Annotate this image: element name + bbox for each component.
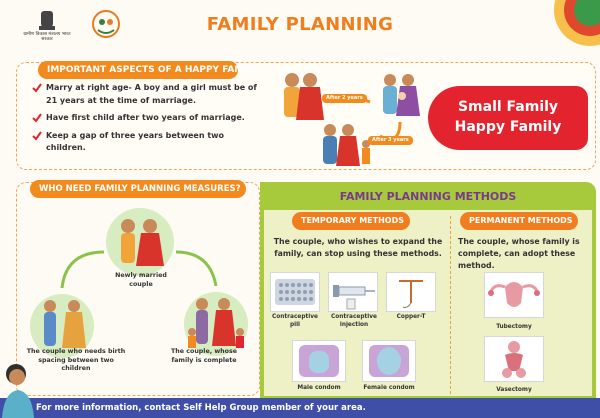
aspect-text: Have first child after two years of marriage.	[46, 113, 245, 122]
female-condom-label: Female condom	[363, 385, 415, 391]
family-progression-illustration	[270, 66, 430, 170]
family-complete-label: The couple, whose family is complete	[171, 348, 237, 364]
check-icon	[32, 131, 42, 141]
check-icon	[32, 113, 42, 123]
list-item	[32, 82, 262, 107]
contraceptive-pill-image	[270, 272, 320, 312]
after-3-years-tag: After 3 years	[368, 136, 413, 145]
vasectomy-label: Vasectomy	[496, 387, 532, 393]
male-condom-icon	[293, 341, 345, 381]
shg-member-icon	[0, 358, 36, 418]
tubectomy-image	[484, 272, 544, 318]
uterus-icon	[485, 273, 543, 317]
contraceptive-injection-image	[328, 272, 378, 312]
contraceptive-pill-label: Contraceptive pill	[272, 314, 318, 328]
tubectomy-label: Tubectomy	[496, 324, 532, 330]
permanent-methods-heading: PERMANENT METHODS	[460, 212, 578, 230]
vasectomy-image	[484, 336, 544, 382]
footer-bar	[0, 398, 600, 418]
aspects-heading: IMPORTANT ASPECTS OF A HAPPY FAMILY	[38, 61, 238, 79]
methods-divider	[450, 216, 451, 394]
male-anatomy-icon	[485, 337, 543, 381]
male-condom-label: Male condom	[297, 385, 341, 391]
aspect-text: Keep a gap of three years between two children.	[46, 130, 225, 152]
check-icon	[32, 83, 42, 93]
temporary-methods-heading: TEMPORARY METHODS	[292, 212, 410, 230]
badge-line-2: Happy Family	[454, 119, 562, 135]
birth-spacing-label: The couple who needs birth spacing between two children	[26, 348, 126, 372]
female-condom-image	[362, 340, 416, 382]
contraceptive-injection-label: Contraceptive injection	[331, 314, 377, 328]
copper-t-label: Copper-T	[396, 314, 426, 320]
badge-line-1: Small Family	[457, 99, 559, 115]
footer-text: For more information, contact Self Help Group member of your area.	[36, 403, 366, 413]
syringe-icon	[329, 273, 377, 311]
aspects-list	[32, 82, 262, 160]
permanent-description: The couple, whose family is complete, can adopt these method.	[458, 237, 580, 270]
emblem-caption: ग्रामीण विकास मंत्रालय भारत सरकार	[23, 32, 71, 42]
copper-t-image	[386, 272, 436, 312]
small-family-badge	[428, 86, 588, 150]
who-heading: WHO NEED FAMILY PLANNING MEASURES?	[30, 180, 246, 198]
list-item	[32, 112, 262, 125]
methods-title: FAMILY PLANNING METHODS	[339, 190, 517, 203]
newly-married-label: Newly married couple	[115, 272, 167, 288]
page-title: FAMILY PLANNING	[206, 14, 394, 35]
list-item	[32, 130, 262, 155]
aspect-text: Marry at right age- A boy and a girl must be of 21 years at the time of marriage.	[46, 83, 257, 105]
temporary-description: The couple, who wishes to expand the family, can stop using these methods.	[273, 237, 443, 258]
copper-t-icon	[387, 273, 435, 311]
female-condom-icon	[363, 341, 415, 381]
pill-pack-icon	[271, 273, 319, 311]
after-2-years-tag: After 2 years	[322, 94, 367, 103]
male-condom-image	[292, 340, 346, 382]
